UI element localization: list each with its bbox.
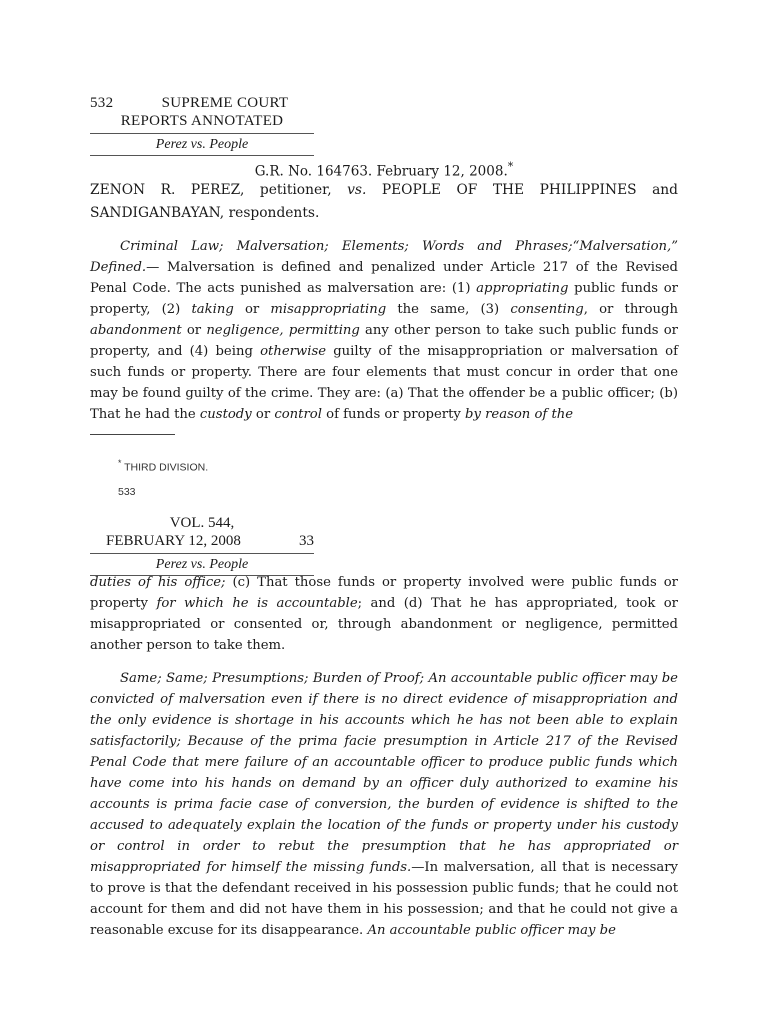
page-header	[90, 94, 314, 156]
page-number: 532	[90, 95, 114, 111]
syllabus-paragraph-2: Same; Same; Presumptions; Burden of Proof; An accountable public officer may be convicted of malversation even if there is no direct evidence of misappropriation and the only evidence is shortage in his accounts which he has not been able to explain satisfactorily; Because of the prima facie presumption in Article 217 of the Revised Penal Code that mere failure of an accountable officer to produce public funds which have come into his hands on demand by an officer duly authorized to examine his accounts is prima facie case of conversion, the burden of evidence is shifted to the accused to adequately explain the location of the funds or property under his custody or control in order to rebut the presumption that he has appropriated or misappropriated for himself the missing funds.—In malversation, all that is necessary to prove is that the defendant received in his possession public funds; that he could not account for them and did not have them in his possession; and that he could not give a reasonable excuse for its disappearance. An accountable public officer may be	[90, 671, 678, 938]
header-rule	[90, 133, 314, 134]
issue-date: FEBRUARY 12, 2008	[106, 533, 241, 549]
footnote-rule	[90, 434, 175, 435]
reporter-title-line2: REPORTS ANNOTATED	[120, 113, 284, 129]
page-number-2: 33	[299, 533, 314, 549]
footnote: * THIRD DIVISION.	[118, 458, 209, 474]
reporter-title-line1: SUPREME COURT	[161, 95, 289, 111]
volume-label: VOL. 544,	[169, 515, 235, 531]
page-header-2	[90, 514, 314, 576]
case-number: G.R. No. 164763. February 12, 2008.*	[254, 160, 514, 180]
page-reference: 533	[118, 486, 136, 498]
footnote-mark: *	[507, 160, 514, 173]
running-title: Perez vs. People	[90, 136, 314, 156]
syllabus-paragraph-1: Criminal Law; Malversation; Elements; Words and Phrases;“Malversation,” Defined.— Malversation is defined and penalized under Article 217 of the Revised Penal Code. The acts punished as malversation are: (1) appropriating public funds or property, (2) taking or misappropriating the same, (3) consenting, or through abandonment or negligence, permitting any other person to take such public funds or property, and (4) being otherwise guilty of the misappropriation or malversation of such funds or property. There are four elements that must concur in order that one may be found guilty of the crime. They are: (a) That the offender be a public officer; (b) That he had the custody or control of funds or property by reason of the	[90, 239, 678, 422]
running-title-2: Perez vs. People	[90, 556, 314, 576]
syllabus-paragraph-1-continued: duties of his office; (c) That those funds or property involved were public funds or property for which he is accountable; and (d) That he has appropriated, took or misappropriated or consented or, through abandonment or negligence, permitted another person to take them.	[90, 575, 678, 653]
case-parties: ZENON R. PEREZ, petitioner, vs. PEOPLE OF THE PHILIPPINES and SANDIGANBAYAN, respondents.	[90, 182, 679, 221]
header-rule-2	[90, 553, 314, 554]
